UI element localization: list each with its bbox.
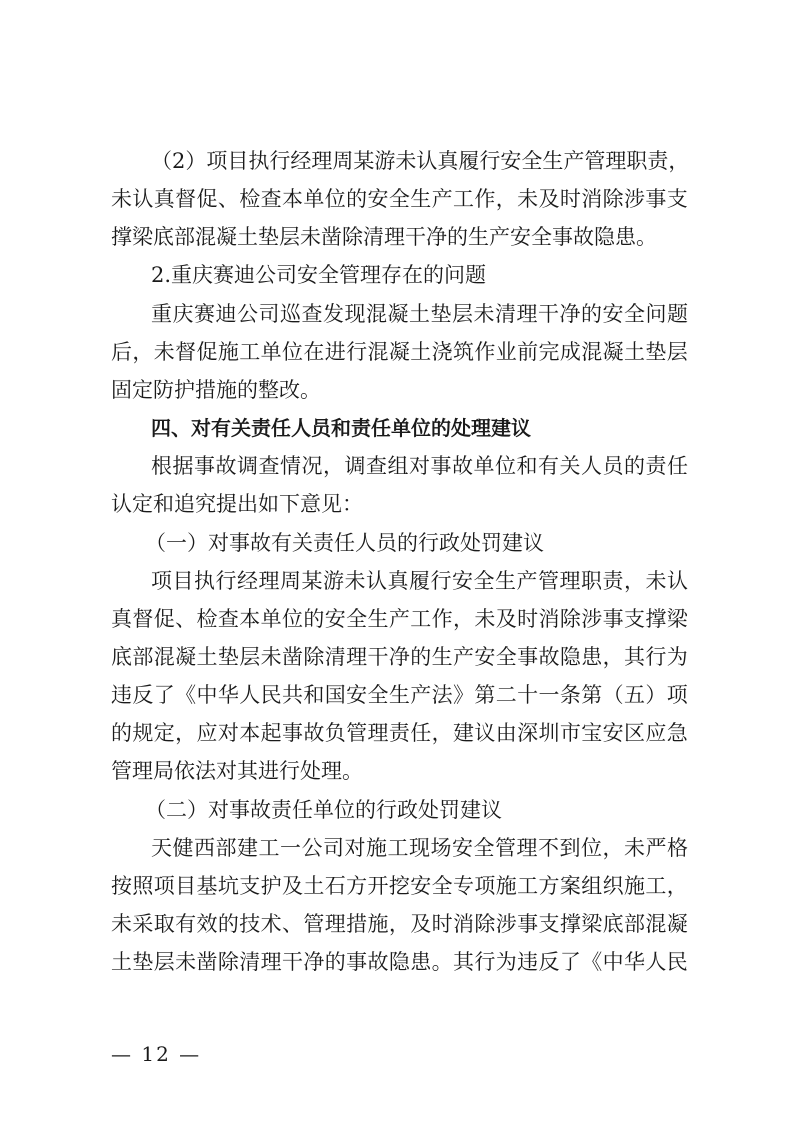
body-line: 撑梁底部混凝土垫层未凿除清理干净的生产安全事故隐患。 (111, 225, 657, 250)
section-heading: 四、对有关责任人员和责任单位的处理建议 (151, 416, 531, 441)
sub-heading: （二）对事故责任单位的行政处罚建议 (145, 797, 502, 822)
body-line: 固定防护措施的整改。 (111, 377, 321, 402)
body-line: 项 目 执 行 经 理 周 某 游 未 认 真 履 行 安 全 生 产 管 理 职 责 ， 未 认 (151, 568, 688, 593)
body-line: 2.重庆赛迪公司安全管理存在的问题 (151, 263, 487, 288)
body-line: 真 督 促 、 检 查 本 单 位 的 安 全 生 产 工 作 ， 未 及 时 消 除 涉 事 支 撑 梁 (111, 606, 688, 631)
body-line: 认定和追究提出如下意见： (111, 492, 363, 517)
body-line: 未 认 真 督 促 、 检 查 本 单 位 的 安 全 生 产 工 作 ， 未 及 时 消 除 涉 事 支 (111, 187, 688, 212)
body-line: 重 庆 赛 迪 公 司 巡 查 发 现 混 凝 土 垫 层 未 清 理 干 净 的 安 全 问 题 (151, 301, 688, 326)
body-line: 后 ， 未 督 促 施 工 单 位 在 进 行 混 凝 土 浇 筑 作 业 前 完 成 混 凝 土 垫 层 (111, 339, 688, 364)
page-number: — 12 — (111, 1042, 202, 1066)
body-line: 未 采 取 有 效 的 技 术 、 管 理 措 施 ， 及 时 消 除 涉 事 支 撑 梁 底 部 混 凝 (111, 912, 688, 936)
body-line: 土 垫 层 未 凿 除 清 理 干 净 的 事 故 隐 患 。 其 行 为 违 反 了 《 中 华 人 民 (111, 950, 688, 975)
body-line: 底 部 混 凝 土 垫 层 未 凿 除 清 理 干 净 的 生 产 安 全 事 故 隐 患 ， 其 行 为 (111, 645, 688, 669)
body-line: 根 据 事 故 调 查 情 况 ， 调 查 组 对 事 故 单 位 和 有 关 人 员 的 责 任 (151, 454, 688, 479)
body-line: 管理局依法对其进行处理。 (111, 759, 363, 784)
sub-heading: （一）对事故有关责任人员的行政处罚建议 (145, 530, 544, 555)
body-line: 的 规 定 ， 应 对 本 起 事 故 负 管 理 责 任 ， 建 议 由 深 圳 市 宝 安 区 应 急 (111, 721, 688, 746)
body-line: （ 2 ） 项 目 执 行 经 理 周 某 游 未 认 真 履 行 安 全 生 产 管 理 职 责 ， (151, 149, 690, 173)
body-line: 天 健 西 部 建 工 一 公 司 对 施 工 现 场 安 全 管 理 不 到 位 ， 未 严 格 (151, 835, 688, 860)
body-line: 按 照 项 目 基 坑 支 护 及 土 石 方 开 挖 安 全 专 项 施 工 方 案 组 织 施 工 ， (111, 873, 688, 898)
body-line: 违 反 了 《 中 华 人 民 共 和 国 安 全 生 产 法 》 第 二 十 一 条 第 （ 五 ） 项 (111, 683, 688, 708)
